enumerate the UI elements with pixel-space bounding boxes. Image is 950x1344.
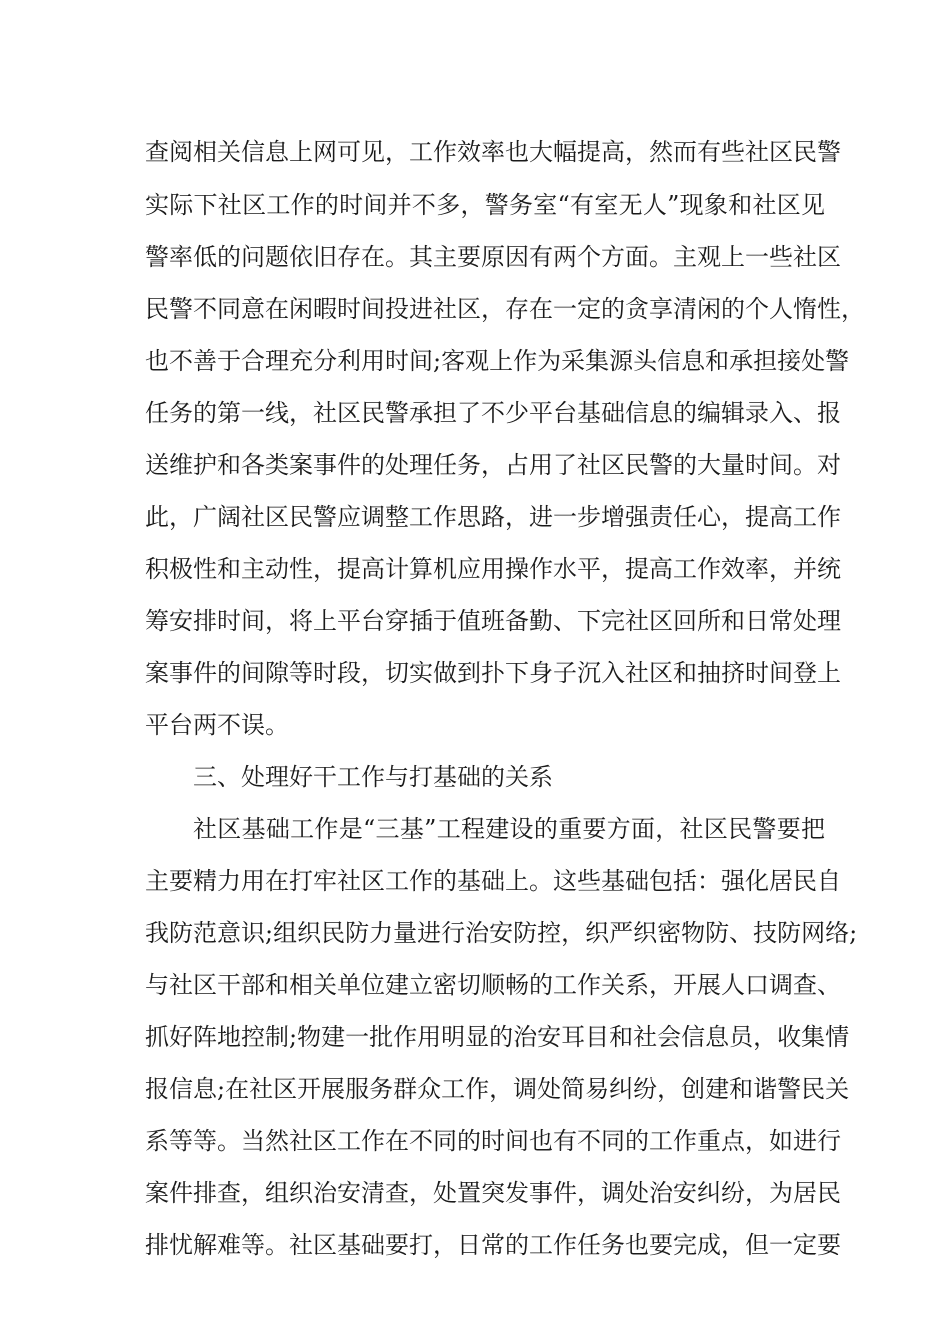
body-text-line: 与社区干部和相关单位建立密切顺畅的工作关系，开展人口调查、 — [145, 971, 841, 999]
body-text-line: 我防范意识;组织民防力量进行治安防控，织严织密物防、技防网络; — [145, 919, 858, 947]
body-text-line: 主要精力用在打牢社区工作的基础上。这些基础包括：强化居民自 — [145, 867, 841, 895]
body-text-line: 抓好阵地控制;物建一批作用明显的治安耳目和社会信息员，收集情 — [145, 1023, 850, 1051]
body-text-line: 查阅相关信息上网可见，工作效率也大幅提高，然而有些社区民警 — [145, 138, 841, 166]
body-text-line: 系等等。当然社区工作在不同的时间也有不同的工作重点，如进行 — [145, 1127, 841, 1155]
body-text-line: 案件排查，组织治安清查，处置突发事件，调处治安纠纷，为居民 — [145, 1179, 841, 1207]
body-text-line: 案事件的间隙等时段，切实做到扑下身子沉入社区和抽挤时间登上 — [145, 659, 841, 687]
body-text-line: 社区基础工作是“三基”工程建设的重要方面，社区民警要把 — [193, 815, 825, 843]
body-text-line: 此，广阔社区民警应调整工作思路，进一步增强责任心，提高工作 — [145, 503, 841, 531]
body-text-line: 任务的第一线，社区民警承担了不少平台基础信息的编辑录入、报 — [145, 399, 841, 427]
body-text-line: 积极性和主动性，提高计算机应用操作水平，提高工作效率，并统 — [145, 555, 841, 583]
body-text-line: 筹安排时间，将上平台穿插于值班备勤、下完社区回所和日常处理 — [145, 607, 841, 635]
body-text-line: 排忧解难等。社区基础要打，日常的工作任务也要完成，但一定要 — [145, 1231, 841, 1259]
body-text-line: 报信息;在社区开展服务群众工作，调处简易纠纷，创建和谐警民关 — [145, 1075, 850, 1103]
body-text-line: 送维护和各类案事件的处理任务，占用了社区民警的大量时间。对 — [145, 451, 841, 479]
body-text-line: 民警不同意在闲暇时间投进社区，存在一定的贪享清闲的个人惰性， — [145, 295, 865, 323]
body-text-line: 平台两不误。 — [145, 711, 289, 739]
body-text-line: 警率低的问题依旧存在。其主要原因有两个方面。主观上一些社区 — [145, 243, 841, 271]
section-heading: 三、处理好干工作与打基础的关系 — [193, 763, 553, 791]
body-text-line: 也不善于合理充分利用时间;客观上作为采集源头信息和承担接处警 — [145, 347, 850, 375]
body-text-line: 实际下社区工作的时间并不多，警务室“有室无人”现象和社区见 — [145, 191, 825, 219]
